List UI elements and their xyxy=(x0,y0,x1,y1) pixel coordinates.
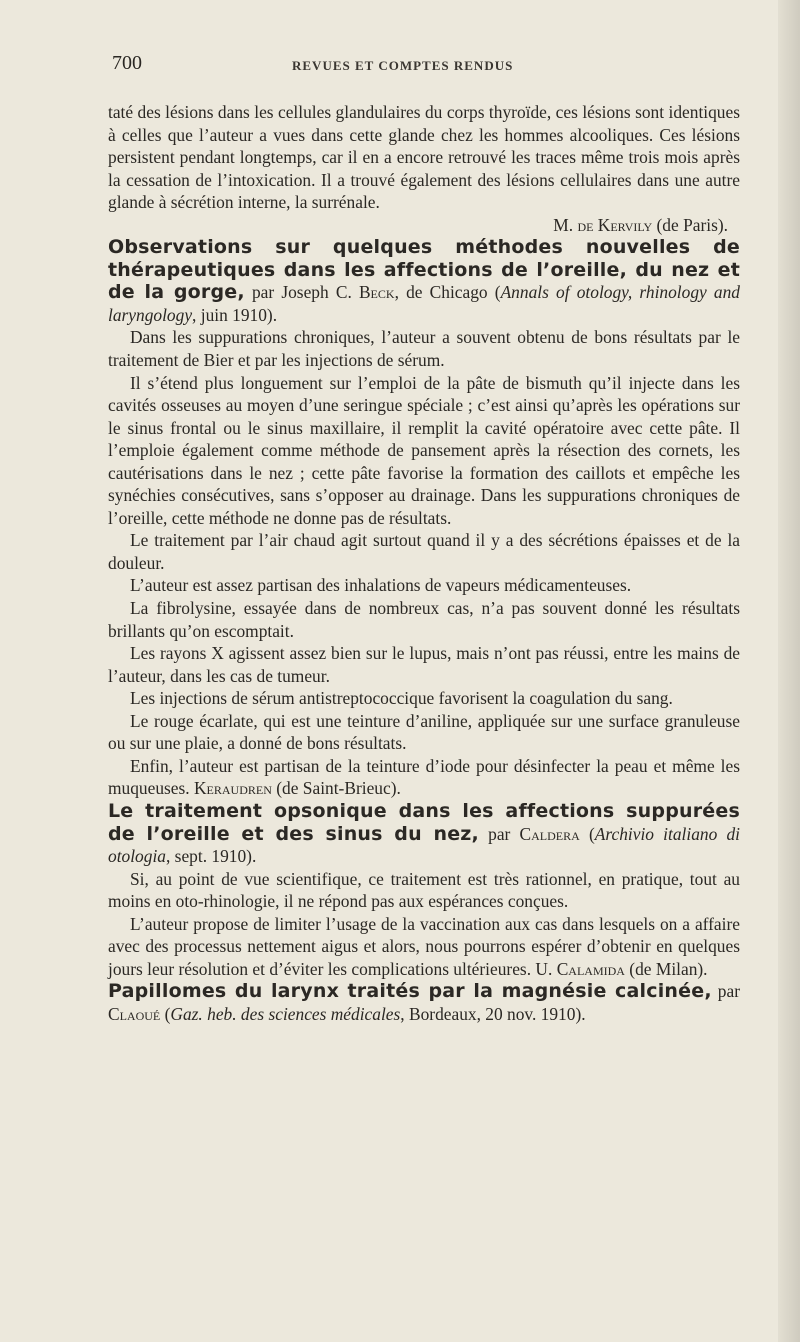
signature-author: Keraudren xyxy=(194,778,272,799)
paragraph: Dans les suppurations chroniques, l’auteur a souvent obtenu de bons résultats par le traitement de Bier et par les injections de sérum. xyxy=(108,327,740,371)
article-date: , Bordeaux, 20 nov. 1910). xyxy=(400,1003,586,1024)
paragraph-continuation: taté des lésions dans les cellules glandulaires du corps thyroïde, ces lésions sont identiques à celles que l’auteur a vues dans cette glande chez les hommes alcooliques. Ces lésions persistent pendant longtemps, car il en a encore retrouvé les traces même trois mois après la cessation de l’intoxication. Il a trouvé également des lésions cellulaires dans une autre glande à sécrétion interne, la surrénale. xyxy=(108,102,740,213)
page-spine-shadow xyxy=(778,0,800,1342)
paragraph-text: L’auteur propose de limiter l’usage de la vaccination aux cas dans lesquels on a affaire avec des processus nettement aigus et alors, nous pourrons espérer d’obtenir en quelques jours leur résolution et d’éviter les complications ultérieures. xyxy=(108,913,740,979)
signature-author: Calamida xyxy=(556,958,625,979)
article-author: Claoué xyxy=(108,1003,161,1024)
article-heading: Observations sur quelques méthodes nouvelles de thérapeutiques dans les affections de l’oreille, du nez et de la gorge, xyxy=(108,236,740,304)
article-2-title xyxy=(108,236,740,326)
signature-prefix: U. xyxy=(535,958,557,979)
article-3-title xyxy=(108,800,740,868)
article-by: par xyxy=(711,981,740,1002)
article-paren: ( xyxy=(160,1003,171,1024)
article-heading: Papillomes du larynx traités par la magnésie calcinée, xyxy=(108,980,712,1003)
signature-1 xyxy=(108,214,740,237)
article-by: par xyxy=(478,823,520,844)
paragraph-with-signature xyxy=(108,913,740,981)
signature-place: (de Paris). xyxy=(652,214,728,235)
page-header xyxy=(112,52,740,78)
article-by: par Joseph C. xyxy=(244,282,359,303)
article-paren: ( xyxy=(579,823,595,844)
article-date: , juin 1910). xyxy=(192,304,278,325)
article-date: , sept. 1910). xyxy=(165,846,257,867)
signature-prefix: M. xyxy=(553,214,578,235)
article-journal: Annals of otology, rhinology and laryngology xyxy=(108,282,740,325)
paragraph: L’auteur est assez partisan des inhalations de vapeurs médicamenteuses. xyxy=(130,575,632,596)
running-title: REVUES ET COMPTES RENDUS xyxy=(292,58,514,73)
article-author: Caldera xyxy=(519,823,580,844)
paragraph-text: Enfin, l’auteur est partisan de la teinture d’iode pour désinfecter la peau et même les muqueuses. xyxy=(108,755,740,799)
article-journal: Archivio italiano di otologia xyxy=(108,823,740,867)
signature-place: (de Milan). xyxy=(624,958,708,979)
paragraph: Le rouge écarlate, qui est une teinture d’aniline, appliquée sur une surface granuleuse ou sur une plaie, a donné de bons résultats. xyxy=(108,710,740,754)
article-4-title xyxy=(108,980,740,1025)
article-journal: Gaz. heb. des sciences médicales xyxy=(170,1003,401,1024)
page-number: 700 xyxy=(112,52,142,74)
paragraph-with-signature xyxy=(108,755,740,800)
article-author: Beck xyxy=(358,282,395,303)
article-heading: Le traitement opsonique dans les affections suppurées de l’oreille et des sinus du nez, xyxy=(108,799,740,845)
paragraph: Le traitement par l’air chaud agit surtout quand il y a des sécrétions épaisses et de la douleur. xyxy=(108,530,740,573)
paragraph: Les injections de sérum antistreptococcique favorisent la coagulation du sang. xyxy=(130,688,673,709)
page-body xyxy=(108,101,740,1025)
paragraph: Si, au point de vue scientifique, ce traitement est très rationnel, en pratique, tout au moins en oto-rhinologie, il ne répond pas aux espérances conçues. xyxy=(108,868,740,912)
signature-author: de Kervily xyxy=(577,214,653,235)
paragraph: Les rayons X agissent assez bien sur le lupus, mais n’ont pas réussi, entre les mains de l’auteur, dans les cas de tumeur. xyxy=(108,643,740,686)
signature-place: (de Saint-Brieuc). xyxy=(271,778,401,799)
paragraph: La fibrolysine, essayée dans de nombreux cas, n’a pas souvent donné les résultats brillants qu’on escomptait. xyxy=(108,598,740,641)
paragraph: Il s’étend plus longuement sur l’emploi de la pâte de bismuth qu’il injecte dans les cavités osseuses au moyen d’une seringue spéciale ; c’est ainsi qu’après les opérations sur le sinus frontal ou le sinus maxillaire, il remplit la cavité opératoire avec cette pâte. Il l’emploie également comme méthode de pansement après la résection des cornets, les cautérisations dans le nez ; cette pâte favorise la formation des caillots et empêche les synéchies consécutives, sans s’opposer au drainage. Dans les suppurations chroniques de l’oreille, cette méthode ne donne pas de résultats. xyxy=(108,372,740,528)
article-place: , de Chicago ( xyxy=(394,282,501,303)
